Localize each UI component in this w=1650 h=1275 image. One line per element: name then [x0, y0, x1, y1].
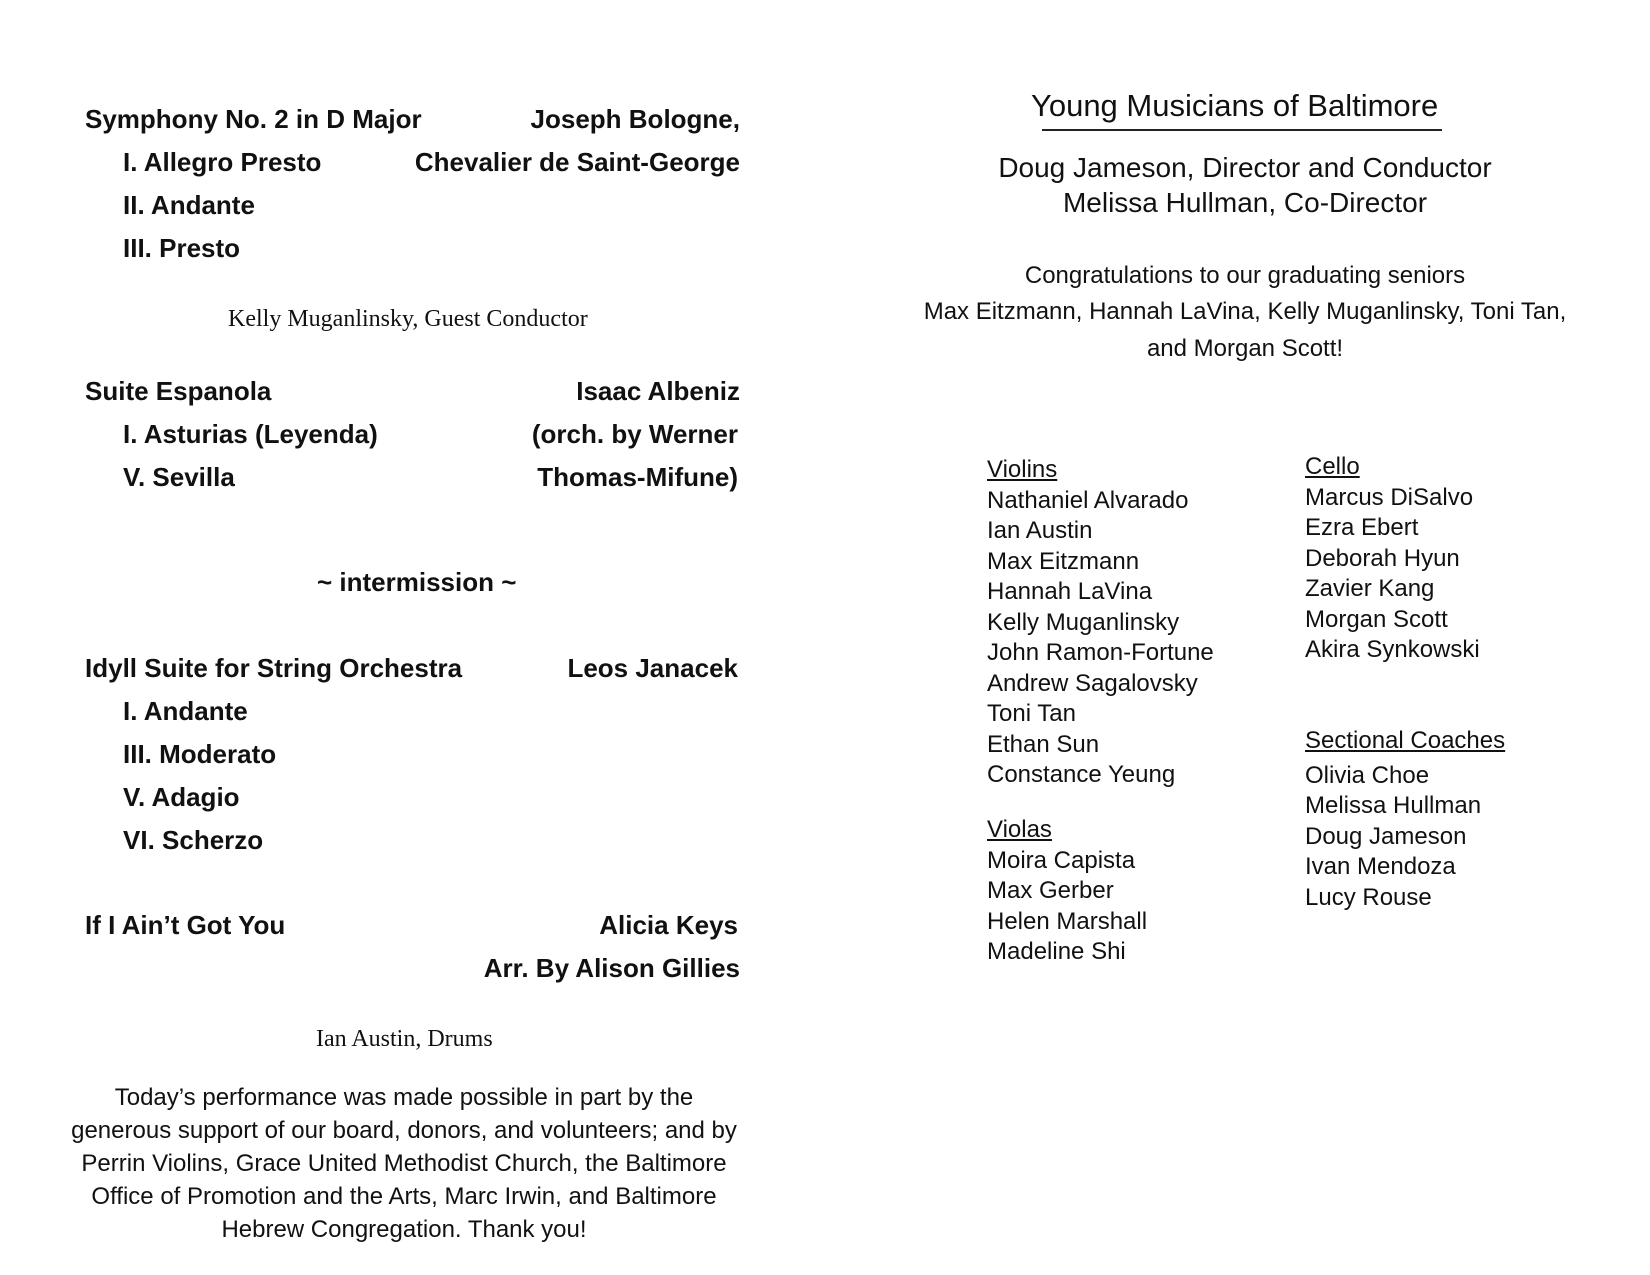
movement: I. Allegro Presto — [123, 147, 322, 177]
member: Nathaniel Alvarado — [987, 486, 1189, 514]
co-director: Melissa Hullman, Co-Director — [1062, 187, 1428, 218]
member: Madeline Shi — [987, 938, 1126, 965]
member: Doug Jameson — [1305, 822, 1467, 850]
composer: Isaac Albeniz — [576, 376, 740, 406]
member: Deborah Hyun — [1305, 544, 1460, 572]
member: Ethan Sun — [987, 730, 1100, 758]
member: Toni Tan — [987, 700, 1076, 727]
piece-title: Idyll Suite for String Orchestra — [85, 653, 463, 683]
director: Doug Jameson, Director and Conductor — [998, 152, 1492, 183]
member: John Ramon-Fortune — [987, 639, 1214, 666]
composer: Alicia Keys — [599, 910, 738, 940]
movement: V. Adagio — [123, 782, 240, 812]
intermission: ~ intermission ~ — [317, 567, 517, 597]
section-heading: Violas — [987, 816, 1052, 843]
movement: V. Sevilla — [123, 462, 235, 492]
composer: Leos Janacek — [567, 653, 738, 683]
member: Morgan Scott — [1305, 605, 1448, 633]
member: Max Gerber — [987, 877, 1114, 904]
member: Constance Yeung — [987, 761, 1176, 788]
member: Ezra Ebert — [1305, 514, 1419, 541]
movement: I. Asturias (Leyenda) — [123, 419, 378, 449]
member: Moira Capista — [987, 846, 1136, 874]
member: Akira Synkowski — [1305, 636, 1480, 663]
thanks-paragraph: Today’s performance was made possible in part by the generous support of our board, donors, and volunteers; and by Perrin Violins, Grace United Methodist Church, the Baltimore Office of Promotion and the Arts, Marc Irwin, and Baltimore Hebrew Congregation. Thank you! — [71, 1084, 737, 1243]
piece-title: Suite Espanola — [85, 376, 272, 406]
piece-title: If I Ain’t Got You — [85, 910, 286, 940]
section-heading: Violins — [987, 456, 1058, 483]
movement: II. Andante — [123, 190, 255, 220]
member: Zavier Kang — [1305, 575, 1435, 602]
congrats-line: Max Eitzmann, Hannah LaVina, Kelly Muganlinsky, Toni Tan, — [923, 298, 1567, 325]
congrats-line: and Morgan Scott! — [1146, 335, 1344, 362]
performer-note: Ian Austin, Drums — [316, 1026, 493, 1052]
movement: VI. Scherzo — [123, 825, 264, 855]
org-title: Young Musicians of Baltimore — [1031, 88, 1439, 123]
member: Helen Marshall — [987, 907, 1148, 935]
member: Ian Austin — [987, 517, 1093, 544]
section-cello — [1305, 452, 1480, 666]
section-coaches — [1305, 726, 1505, 913]
arranger: Arr. By Alison Gillies — [483, 953, 740, 983]
member: Marcus DiSalvo — [1305, 483, 1474, 511]
section-violas — [987, 815, 1147, 968]
movement: III. Presto — [123, 233, 241, 263]
composer: Joseph Bologne, — [530, 104, 740, 134]
movement: III. Moderato — [123, 739, 277, 769]
piece-title: Symphony No. 2 in D Major — [85, 104, 422, 134]
member: Melissa Hullman — [1305, 792, 1482, 819]
member: Max Eitzmann — [987, 547, 1140, 575]
section-violins — [987, 455, 1214, 791]
performer-note: Kelly Muganlinsky, Guest Conductor — [228, 306, 588, 332]
member: Olivia Choe — [1305, 761, 1430, 789]
composer: (orch. by Werner — [531, 419, 738, 449]
composer: Chevalier de Saint-George — [414, 147, 740, 177]
section-heading: Cello — [1305, 453, 1360, 480]
movement: I. Andante — [123, 696, 248, 726]
member: Andrew Sagalovsky — [987, 669, 1198, 697]
composer: Thomas-Mifune) — [537, 462, 738, 492]
section-heading: Sectional Coaches — [1305, 727, 1506, 754]
member: Ivan Mendoza — [1305, 853, 1456, 880]
member: Hannah LaVina — [987, 578, 1153, 605]
title-underline — [1042, 129, 1442, 131]
member: Lucy Rouse — [1305, 883, 1432, 911]
congrats-line: Congratulations to our graduating seniors — [1024, 262, 1466, 289]
member: Kelly Muganlinsky — [987, 608, 1180, 636]
